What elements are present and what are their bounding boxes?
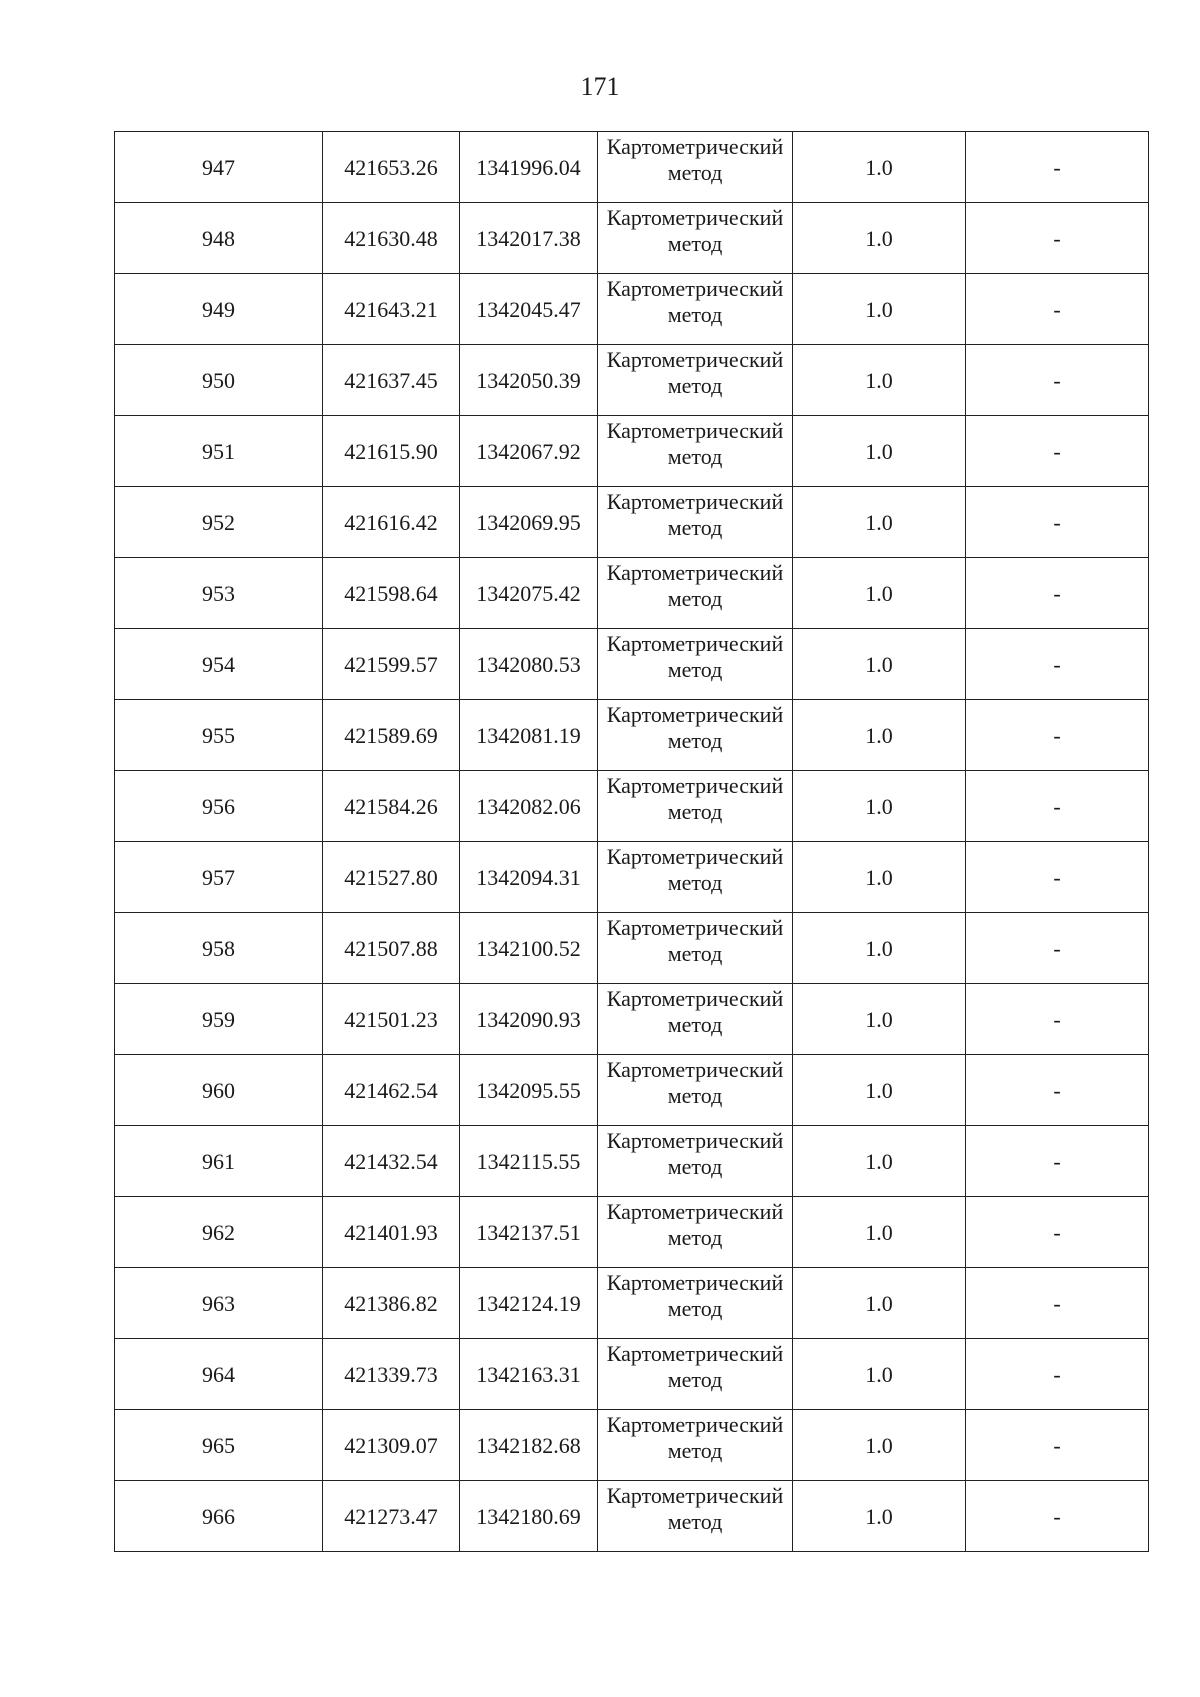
note-cell: - [966, 984, 1149, 1055]
accuracy-cell: 1.0 [793, 1339, 966, 1410]
accuracy-cell: 1.0 [793, 1481, 966, 1552]
x-coordinate-cell: 421615.90 [323, 416, 460, 487]
note-cell: - [966, 629, 1149, 700]
method-line-2: метод [667, 941, 723, 966]
method-line-2: метод [667, 870, 723, 895]
x-coordinate-cell: 421589.69 [323, 700, 460, 771]
table-row [115, 1268, 1149, 1339]
table-row [115, 345, 1149, 416]
x-coordinate-cell: 421309.07 [323, 1410, 460, 1481]
x-coordinate-cell: 421501.23 [323, 984, 460, 1055]
x-coordinate-cell: 421599.57 [323, 629, 460, 700]
point-number-cell: 949 [115, 274, 323, 345]
x-coordinate-cell: 421616.42 [323, 487, 460, 558]
table-row [115, 274, 1149, 345]
point-number-cell: 966 [115, 1481, 323, 1552]
method-line-1: Картометрический [606, 205, 784, 230]
method-line-2: метод [667, 302, 723, 327]
method-line-2: метод [667, 1367, 723, 1392]
x-coordinate-cell: 421401.93 [323, 1197, 460, 1268]
table-row [115, 1481, 1149, 1552]
method-line-2: метод [667, 1296, 723, 1321]
method-line-1: Картометрический [606, 631, 784, 656]
method-line-2: метод [667, 586, 723, 611]
accuracy-cell: 1.0 [793, 558, 966, 629]
accuracy-cell: 1.0 [793, 274, 966, 345]
method-cell [598, 132, 793, 203]
method-line-2: метод [667, 1509, 723, 1534]
accuracy-cell: 1.0 [793, 132, 966, 203]
accuracy-cell: 1.0 [793, 416, 966, 487]
point-number-cell: 961 [115, 1126, 323, 1197]
note-cell: - [966, 274, 1149, 345]
point-number-cell: 954 [115, 629, 323, 700]
accuracy-cell: 1.0 [793, 203, 966, 274]
table-row [115, 700, 1149, 771]
method-line-1: Картометрический [606, 1057, 784, 1082]
y-coordinate-cell: 1342080.53 [460, 629, 598, 700]
y-coordinate-cell: 1342082.06 [460, 771, 598, 842]
method-line-1: Картометрический [606, 1199, 784, 1224]
table-row [115, 1339, 1149, 1410]
method-line-2: метод [667, 1438, 723, 1463]
y-coordinate-cell: 1342050.39 [460, 345, 598, 416]
method-cell [598, 700, 793, 771]
point-number-cell: 959 [115, 984, 323, 1055]
method-line-1: Картометрический [606, 773, 784, 798]
note-cell: - [966, 1339, 1149, 1410]
x-coordinate-cell: 421643.21 [323, 274, 460, 345]
table-row [115, 203, 1149, 274]
method-line-1: Картометрический [606, 560, 784, 585]
note-cell: - [966, 913, 1149, 984]
method-line-2: метод [667, 1083, 723, 1108]
point-number-cell: 948 [115, 203, 323, 274]
note-cell: - [966, 1055, 1149, 1126]
note-cell: - [966, 416, 1149, 487]
x-coordinate-cell: 421339.73 [323, 1339, 460, 1410]
table-row [115, 1126, 1149, 1197]
method-line-1: Картометрический [606, 844, 784, 869]
table-row [115, 416, 1149, 487]
accuracy-cell: 1.0 [793, 487, 966, 558]
x-coordinate-cell: 421527.80 [323, 842, 460, 913]
point-number-cell: 952 [115, 487, 323, 558]
method-line-2: метод [667, 1012, 723, 1037]
accuracy-cell: 1.0 [793, 1410, 966, 1481]
x-coordinate-cell: 421432.54 [323, 1126, 460, 1197]
method-line-2: метод [667, 1154, 723, 1179]
x-coordinate-cell: 421630.48 [323, 203, 460, 274]
table-row [115, 984, 1149, 1055]
method-line-2: метод [667, 515, 723, 540]
y-coordinate-cell: 1342163.31 [460, 1339, 598, 1410]
method-line-1: Картометрический [606, 1412, 784, 1437]
method-line-2: метод [667, 657, 723, 682]
method-cell [598, 1410, 793, 1481]
y-coordinate-cell: 1342182.68 [460, 1410, 598, 1481]
x-coordinate-cell: 421653.26 [323, 132, 460, 203]
accuracy-cell: 1.0 [793, 1126, 966, 1197]
method-line-2: метод [667, 160, 723, 185]
point-number-cell: 951 [115, 416, 323, 487]
note-cell: - [966, 487, 1149, 558]
method-line-1: Картометрический [606, 276, 784, 301]
note-cell: - [966, 700, 1149, 771]
method-line-2: метод [667, 231, 723, 256]
table-row [115, 1055, 1149, 1126]
y-coordinate-cell: 1342017.38 [460, 203, 598, 274]
note-cell: - [966, 132, 1149, 203]
method-cell [598, 629, 793, 700]
method-line-2: метод [667, 728, 723, 753]
x-coordinate-cell: 421598.64 [323, 558, 460, 629]
x-coordinate-cell: 421386.82 [323, 1268, 460, 1339]
point-number-cell: 947 [115, 132, 323, 203]
y-coordinate-cell: 1342067.92 [460, 416, 598, 487]
note-cell: - [966, 842, 1149, 913]
y-coordinate-cell: 1342115.55 [460, 1126, 598, 1197]
y-coordinate-cell: 1342095.55 [460, 1055, 598, 1126]
x-coordinate-cell: 421462.54 [323, 1055, 460, 1126]
method-cell [598, 345, 793, 416]
method-cell [598, 558, 793, 629]
point-number-cell: 958 [115, 913, 323, 984]
y-coordinate-cell: 1342137.51 [460, 1197, 598, 1268]
method-cell [598, 1268, 793, 1339]
table-row [115, 771, 1149, 842]
method-line-1: Картометрический [606, 986, 784, 1011]
point-number-cell: 960 [115, 1055, 323, 1126]
method-cell [598, 1197, 793, 1268]
table-row [115, 132, 1149, 203]
method-line-1: Картометрический [606, 915, 784, 940]
accuracy-cell: 1.0 [793, 913, 966, 984]
point-number-cell: 955 [115, 700, 323, 771]
y-coordinate-cell: 1342045.47 [460, 274, 598, 345]
point-number-cell: 962 [115, 1197, 323, 1268]
method-line-1: Картометрический [606, 1128, 784, 1153]
y-coordinate-cell: 1342090.93 [460, 984, 598, 1055]
method-line-1: Картометрический [606, 1341, 784, 1366]
y-coordinate-cell: 1342069.95 [460, 487, 598, 558]
note-cell: - [966, 1197, 1149, 1268]
accuracy-cell: 1.0 [793, 984, 966, 1055]
method-cell [598, 984, 793, 1055]
y-coordinate-cell: 1342075.42 [460, 558, 598, 629]
table-row [115, 842, 1149, 913]
point-number-cell: 950 [115, 345, 323, 416]
x-coordinate-cell: 421637.45 [323, 345, 460, 416]
accuracy-cell: 1.0 [793, 700, 966, 771]
point-number-cell: 965 [115, 1410, 323, 1481]
method-line-2: метод [667, 444, 723, 469]
method-line-2: метод [667, 373, 723, 398]
x-coordinate-cell: 421507.88 [323, 913, 460, 984]
method-cell [598, 771, 793, 842]
y-coordinate-cell: 1342094.31 [460, 842, 598, 913]
table-row [115, 1197, 1149, 1268]
y-coordinate-cell: 1342100.52 [460, 913, 598, 984]
method-line-1: Картометрический [606, 489, 784, 514]
method-cell [598, 274, 793, 345]
note-cell: - [966, 558, 1149, 629]
x-coordinate-cell: 421273.47 [323, 1481, 460, 1552]
method-cell [598, 1126, 793, 1197]
note-cell: - [966, 1481, 1149, 1552]
method-cell [598, 1481, 793, 1552]
method-cell [598, 1055, 793, 1126]
accuracy-cell: 1.0 [793, 771, 966, 842]
note-cell: - [966, 345, 1149, 416]
y-coordinate-cell: 1341996.04 [460, 132, 598, 203]
table-row [115, 558, 1149, 629]
y-coordinate-cell: 1342180.69 [460, 1481, 598, 1552]
method-line-1: Картометрический [606, 702, 784, 727]
accuracy-cell: 1.0 [793, 629, 966, 700]
accuracy-cell: 1.0 [793, 842, 966, 913]
table-row [115, 629, 1149, 700]
y-coordinate-cell: 1342124.19 [460, 1268, 598, 1339]
accuracy-cell: 1.0 [793, 1268, 966, 1339]
method-line-1: Картометрический [606, 1270, 784, 1295]
method-line-2: метод [667, 1225, 723, 1250]
accuracy-cell: 1.0 [793, 1197, 966, 1268]
table-body [115, 132, 1149, 1552]
table-row [115, 1410, 1149, 1481]
x-coordinate-cell: 421584.26 [323, 771, 460, 842]
method-line-1: Картометрический [606, 1483, 784, 1508]
method-line-1: Картометрический [606, 347, 784, 372]
method-cell [598, 842, 793, 913]
method-cell [598, 203, 793, 274]
point-number-cell: 964 [115, 1339, 323, 1410]
point-number-cell: 953 [115, 558, 323, 629]
page-number: 171 [580, 72, 620, 101]
note-cell: - [966, 771, 1149, 842]
note-cell: - [966, 1410, 1149, 1481]
method-line-2: метод [667, 799, 723, 824]
point-number-cell: 957 [115, 842, 323, 913]
method-cell [598, 913, 793, 984]
note-cell: - [966, 1268, 1149, 1339]
coordinates-table [114, 131, 1149, 1552]
method-line-1: Картометрический [606, 134, 784, 159]
y-coordinate-cell: 1342081.19 [460, 700, 598, 771]
note-cell: - [966, 203, 1149, 274]
note-cell: - [966, 1126, 1149, 1197]
table-row [115, 487, 1149, 558]
accuracy-cell: 1.0 [793, 1055, 966, 1126]
method-cell [598, 416, 793, 487]
accuracy-cell: 1.0 [793, 345, 966, 416]
method-line-1: Картометрический [606, 418, 784, 443]
point-number-cell: 963 [115, 1268, 323, 1339]
method-cell [598, 1339, 793, 1410]
point-number-cell: 956 [115, 771, 323, 842]
method-cell [598, 487, 793, 558]
table-row [115, 913, 1149, 984]
